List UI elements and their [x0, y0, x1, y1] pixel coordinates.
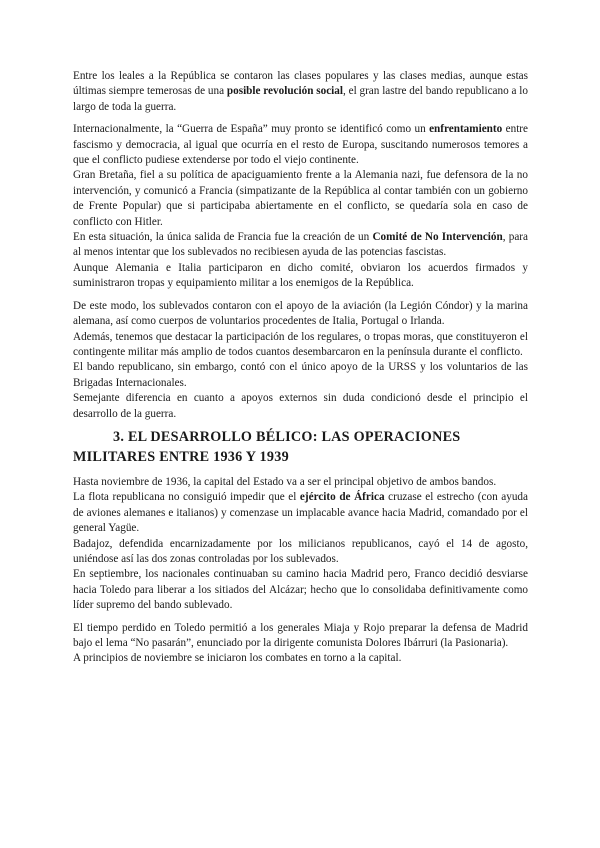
paragraph-regulares: Además, tenemos que destacar la participación de los regulares, o tropas moras, que constituyeron el contingente militar más amplio de todos cuantos desembarcaron en la península durante el conflicto. — [73, 330, 528, 358]
text-run: Internacionalmente, la “Guerra de España” muy pronto se identificó como un — [73, 123, 430, 136]
text-run: En esta situación, la única salida de Francia fue la creación de un — [73, 231, 373, 244]
paragraph-noviembre: Hasta noviembre de 1936, la capital del Estado va a ser el principal objetivo de ambos bandos. — [73, 475, 497, 488]
document-page — [73, 69, 528, 667]
paragraph-internacional — [73, 122, 528, 168]
paragraph-combates: A principios de noviembre se iniciaron los combates en torno a la capital. — [73, 652, 402, 665]
text-run: cruzase el estrecho (con ayuda de aviones alemanes e italianos) y comenzase un implacable avance hacia Madrid, comandado por el general Yagüe. — [73, 491, 528, 535]
bold-term: posible revolución social — [226, 85, 343, 98]
paragraph-flota — [73, 490, 528, 536]
paragraph-leales — [73, 69, 528, 115]
bold-term: ejército de África — [299, 491, 385, 504]
paragraph-apoyo-sublevados: De este modo, los sublevados contaron con el apoyo de la aviación (la Legión Cóndor) y la marina alemana, así como cuerpos de voluntarios procedentes de Italia, Portugal o Irlanda. — [73, 299, 528, 328]
text-run: La flota republicana no consiguió impedir que el — [73, 491, 300, 504]
paragraph-toledo: El tiempo perdido en Toledo permitió a los generales Miaja y Rojo preparar la defensa de Madrid bajo el lema “No pasarán”, enunciado por la dirigente comunista Dolores Ibárruri (la Pasionaria). — [73, 621, 528, 649]
paragraph-septiembre: En septiembre, los nacionales continuaban su camino hacia Madrid pero, Franco decidió desviarse hacia Toledo para liberar a los sitiados del Alcázar; hecho que lo consolidaba definitivamente como líder supremo del bando sublevado. — [73, 568, 528, 612]
paragraph-bando-republicano: El bando republicano, sin embargo, contó con el único apoyo de la URSS y los voluntarios de las Brigadas Internacionales. — [73, 361, 528, 389]
paragraph-alemania-italia: Aunque Alemania e Italia participaron en dicho comité, obviaron los acuerdos firmados y suministraron tropas y equipamiento militar a los enemigos de la República. — [73, 261, 528, 290]
text-run: , para al menos intentar que los sublevados no recibiesen ayuda de las potencias fascistas. — [73, 231, 528, 259]
text-run: , el gran lastre del bando republicano a lo largo de toda la guerra. — [73, 85, 528, 113]
text-run: entre fascismo y democracia, al igual que ocurría en el resto de Europa, suscitando numerosos temores a que el conflicto pudiese extenderse por todo el viejo continente. — [73, 123, 529, 167]
section-heading: 3. EL DESARROLLO BÉLICO: LAS OPERACIONES MILITARES ENTRE 1936 Y 1939 — [73, 428, 461, 465]
paragraph-badajoz: Badajoz, defendida encarnizadamente por los milicianos republicanos, cayó el 14 de agosto, uniéndose así las dos zonas controladas por los sublevados. — [73, 537, 528, 565]
text-run: Entre los leales a la República se contaron las clases populares y las clases medias, aunque estas últimas siempre temerosas de una — [73, 70, 528, 98]
paragraph-diferencia: Semejante diferencia en cuanto a apoyos externos sin duda condicionó desde el principio el desarrollo de la guerra. — [73, 392, 528, 420]
bold-term: Comité de No Intervención — [372, 231, 503, 244]
paragraph-gran-bretana: Gran Bretaña, fiel a su política de apaciguamiento frente a la Alemania nazi, fue defensora de la no intervención, y comunicó a Francia (simpatizante de la República al contar también con un gobierno de Frente Popular) que si participaba abiertamente en el conflicto, se quedaría sola en caso de conflicto con Hitler. — [73, 169, 528, 228]
bold-term: enfrentamiento — [429, 123, 503, 136]
paragraph-comite — [73, 230, 528, 261]
